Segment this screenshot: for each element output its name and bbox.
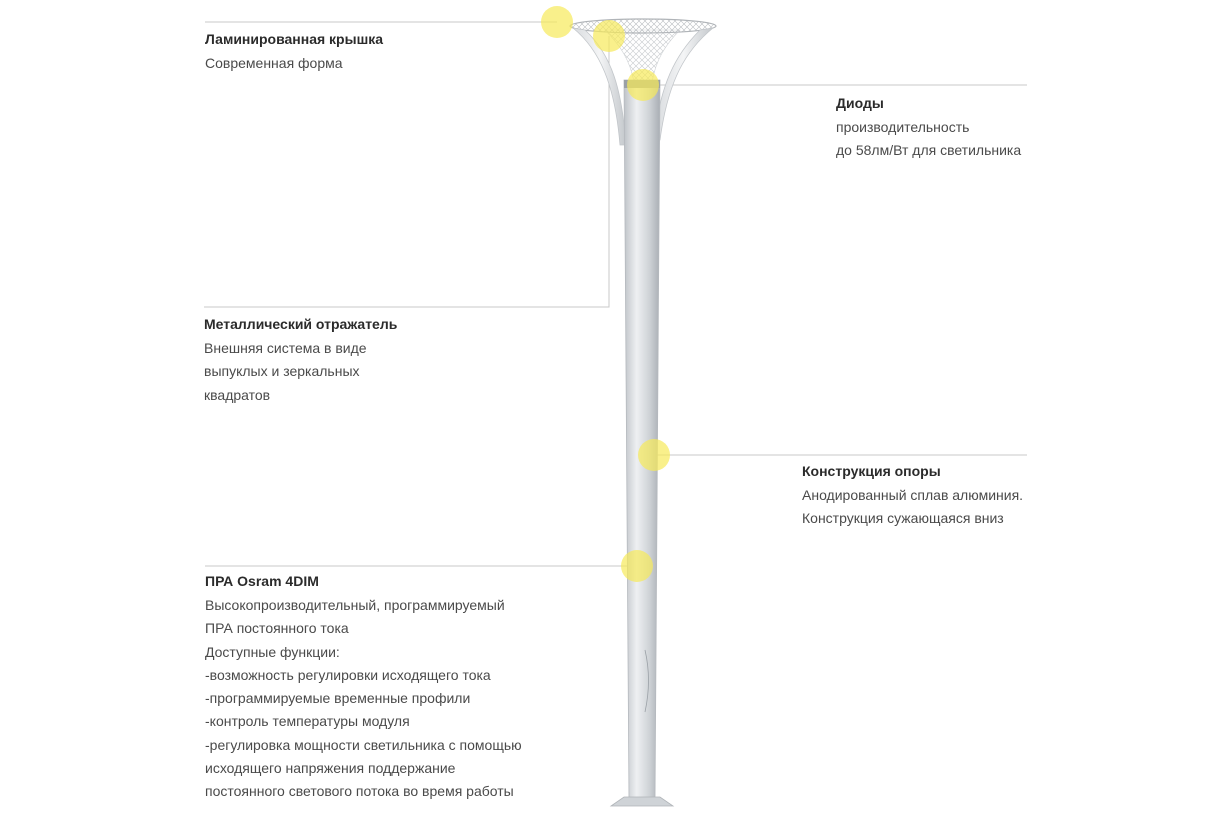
- pole-base: [611, 797, 673, 806]
- callout-cover-line: Современная форма: [205, 55, 343, 71]
- callout-reflector: [204, 314, 397, 407]
- callout-driver-line: -регулировка мощности светильника с помощью: [205, 736, 522, 753]
- marker-diodes: [627, 69, 659, 101]
- callout-driver-line: исходящего напряжения поддержание: [205, 760, 456, 777]
- callout-driver-line: ПРА постоянного тока: [205, 620, 349, 637]
- marker-cover: [541, 6, 573, 38]
- callout-driver-line: постоянного светового потока во время работы: [205, 783, 514, 800]
- callout-reflector-line: выпуклых и зеркальных: [204, 363, 360, 380]
- callout-driver-line: Высокопроизводительный, программируемый: [205, 597, 505, 613]
- callout-pole-title: Конструкция опоры: [802, 463, 941, 479]
- callout-driver: [205, 571, 522, 804]
- callout-driver-line: Доступные функции:: [205, 643, 340, 660]
- callout-pole: [802, 461, 1023, 531]
- callout-diodes: [836, 93, 1021, 163]
- marker-driver: [621, 550, 653, 582]
- callout-diodes-line: производительность: [836, 119, 970, 135]
- callout-driver-line: -программируемые временные профили: [205, 690, 471, 707]
- callout-diodes-line: до 58лм/Вт для светильника: [836, 142, 1022, 159]
- callout-pole-line: Анодированный сплав алюминия.: [802, 487, 1024, 503]
- callout-pole-line: Конструкция сужающаяся вниз: [802, 510, 1004, 527]
- callout-cover: [205, 29, 383, 75]
- callout-diodes-title: Диоды: [836, 95, 884, 111]
- leader-line-reflector: [204, 36, 609, 307]
- callout-reflector-line: Внешняя система в виде: [204, 340, 367, 356]
- callout-reflector-title: Металлический отражатель: [204, 316, 398, 332]
- marker-pole: [638, 439, 670, 471]
- callout-driver-title: ПРА Osram 4DIM: [205, 573, 319, 589]
- callout-driver-line: -возможность регулировки исходящего тока: [205, 666, 491, 683]
- callout-cover-title: Ламинированная крышка: [205, 31, 384, 47]
- callout-reflector-line: квадратов: [204, 386, 271, 403]
- callout-driver-line: -контроль температуры модуля: [205, 713, 410, 730]
- marker-reflector: [593, 20, 625, 52]
